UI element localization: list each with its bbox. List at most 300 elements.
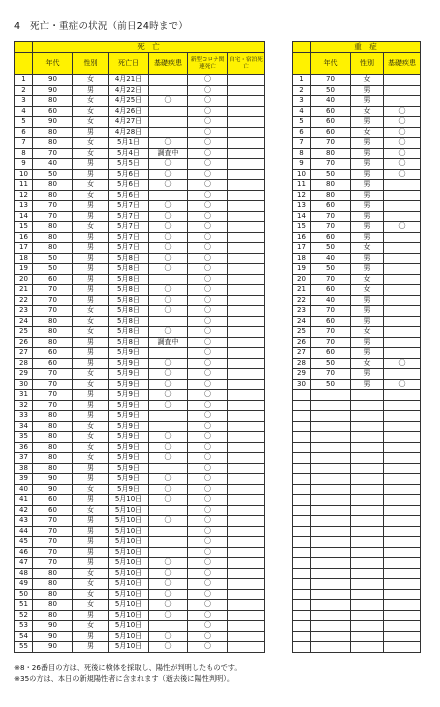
severe-row	[293, 495, 421, 506]
severe-row	[293, 621, 421, 632]
death-cell: 5月9日	[109, 369, 149, 380]
severe-cell	[384, 558, 421, 569]
death-cell	[228, 631, 265, 642]
severe-cell: 70	[311, 211, 351, 222]
severe-cell: 25	[293, 327, 311, 338]
death-cell: 〇	[188, 211, 228, 222]
death-cell: 4月22日	[109, 85, 149, 96]
death-cell	[149, 127, 188, 138]
severe-row	[293, 505, 421, 516]
death-cell: 5月9日	[109, 390, 149, 401]
severe-cell	[351, 589, 384, 600]
death-cell: 60	[33, 106, 73, 117]
severe-row	[293, 421, 421, 432]
death-cell: 女	[73, 106, 109, 117]
death-row	[15, 453, 265, 464]
death-row	[15, 106, 265, 117]
death-cell: 70	[33, 211, 73, 222]
severe-cell	[293, 642, 311, 653]
severe-cell: 14	[293, 211, 311, 222]
severe-row	[293, 285, 421, 296]
severe-cell	[293, 516, 311, 527]
death-cell: 〇	[149, 442, 188, 453]
severe-cell: 男	[351, 232, 384, 243]
death-cell: 4	[15, 106, 33, 117]
death-cell: 〇	[149, 180, 188, 191]
death-cell: 50	[33, 169, 73, 180]
death-cell: 3	[15, 96, 33, 107]
death-row	[15, 631, 265, 642]
death-cell	[149, 106, 188, 117]
severe-cell: 24	[293, 316, 311, 327]
death-cell: 5月8日	[109, 253, 149, 264]
death-cell	[228, 505, 265, 516]
severe-row	[293, 222, 421, 233]
death-cell: 女	[73, 568, 109, 579]
severe-cell: 70	[311, 159, 351, 170]
severe-row	[293, 369, 421, 380]
severe-cell	[384, 337, 421, 348]
death-cell: 90	[33, 85, 73, 96]
death-cell: 女	[73, 600, 109, 611]
severe-row	[293, 264, 421, 275]
death-cell: 男	[73, 243, 109, 254]
death-cell: 〇	[188, 400, 228, 411]
death-cell: 34	[15, 421, 33, 432]
severe-cell: 50	[311, 169, 351, 180]
death-cell: 60	[33, 274, 73, 285]
death-cell: 女	[73, 379, 109, 390]
severe-cell	[351, 390, 384, 401]
death-cell: 7	[15, 138, 33, 149]
death-row	[15, 379, 265, 390]
death-cell: 5月8日	[109, 316, 149, 327]
death-cell: 〇	[149, 295, 188, 306]
severe-row	[293, 274, 421, 285]
death-cell	[228, 201, 265, 212]
severe-row	[293, 117, 421, 128]
death-cell: 5月9日	[109, 379, 149, 390]
death-cell: 5月7日	[109, 222, 149, 233]
severe-cell: 男	[351, 117, 384, 128]
death-cell: 5月4日	[109, 148, 149, 159]
severe-cell: 〇	[384, 106, 421, 117]
death-cell: 〇	[149, 474, 188, 485]
death-cell	[228, 390, 265, 401]
severe-cell	[384, 631, 421, 642]
death-cell: 〇	[188, 222, 228, 233]
severe-row	[293, 537, 421, 548]
death-cell: 男	[73, 631, 109, 642]
severe-cell: 男	[351, 306, 384, 317]
severe-cell: 男	[351, 348, 384, 359]
severe-row	[293, 432, 421, 443]
severe-cell: 男	[351, 169, 384, 180]
death-cell	[149, 505, 188, 516]
death-cell: 女	[73, 75, 109, 86]
death-cell: 80	[33, 442, 73, 453]
death-row	[15, 421, 265, 432]
death-cell: 5月6日	[109, 169, 149, 180]
death-cell: 90	[33, 621, 73, 632]
death-cell: 〇	[149, 516, 188, 527]
death-row	[15, 243, 265, 254]
death-cell: 〇	[188, 442, 228, 453]
death-cell: 女	[73, 621, 109, 632]
death-cell: 13	[15, 201, 33, 212]
severe-row	[293, 327, 421, 338]
death-cell	[228, 327, 265, 338]
severe-cell: 70	[311, 306, 351, 317]
death-cell: 4月26日	[109, 106, 149, 117]
death-cell: 21	[15, 285, 33, 296]
death-cell: 〇	[188, 264, 228, 275]
death-cell: 男	[73, 85, 109, 96]
death-row	[15, 547, 265, 558]
death-cell: 4月25日	[109, 96, 149, 107]
severe-cell	[384, 453, 421, 464]
severe-cell	[311, 568, 351, 579]
severe-cell: 男	[351, 148, 384, 159]
death-cell: 5月8日	[109, 274, 149, 285]
death-cell: 5月10日	[109, 600, 149, 611]
severe-cell: 男	[351, 96, 384, 107]
death-row	[15, 537, 265, 548]
death-cell: 〇	[188, 201, 228, 212]
severe-cell	[293, 537, 311, 548]
severe-cell	[293, 432, 311, 443]
death-cell: 男	[73, 159, 109, 170]
severe-cell	[351, 463, 384, 474]
severe-cell	[293, 579, 311, 590]
severe-col-underlying: 基礎疾患	[384, 53, 421, 75]
death-cell: 80	[33, 190, 73, 201]
death-cell: 調査中	[149, 148, 188, 159]
severe-col-age: 年代	[311, 53, 351, 75]
severe-cell	[293, 495, 311, 506]
severe-row	[293, 390, 421, 401]
death-cell: 29	[15, 369, 33, 380]
severe-cell: 60	[311, 117, 351, 128]
death-cell: 16	[15, 232, 33, 243]
death-cell: 〇	[188, 642, 228, 653]
severe-cell	[351, 631, 384, 642]
death-cell: 〇	[188, 621, 228, 632]
death-cell	[228, 579, 265, 590]
severe-cell: 女	[351, 274, 384, 285]
severe-cell	[311, 547, 351, 558]
death-cell	[228, 537, 265, 548]
death-cell: 〇	[188, 253, 228, 264]
death-cell: 〇	[149, 484, 188, 495]
severe-cell	[351, 642, 384, 653]
severe-cell: 60	[311, 316, 351, 327]
death-row	[15, 232, 265, 243]
severe-cell: 40	[311, 253, 351, 264]
death-cell: 〇	[188, 138, 228, 149]
severe-cell	[384, 568, 421, 579]
severe-row	[293, 253, 421, 264]
death-cell: 調査中	[149, 337, 188, 348]
death-row	[15, 253, 265, 264]
death-cell: 〇	[188, 600, 228, 611]
death-cell	[228, 106, 265, 117]
death-row	[15, 327, 265, 338]
severe-row	[293, 526, 421, 537]
death-cell: 80	[33, 316, 73, 327]
death-cell: 〇	[149, 232, 188, 243]
death-cell: 女	[73, 442, 109, 453]
severe-cell: 50	[311, 358, 351, 369]
death-cell: 〇	[188, 537, 228, 548]
death-cell: 80	[33, 243, 73, 254]
death-row	[15, 579, 265, 590]
severe-cell	[311, 400, 351, 411]
death-cell: 5月9日	[109, 421, 149, 432]
death-row	[15, 621, 265, 632]
severe-cell: 27	[293, 348, 311, 359]
severe-cell	[311, 600, 351, 611]
death-cell: 〇	[149, 558, 188, 569]
death-row	[15, 369, 265, 380]
death-cell: 〇	[149, 579, 188, 590]
severe-row	[293, 642, 421, 653]
death-cell: 45	[15, 537, 33, 548]
death-cell: 男	[73, 337, 109, 348]
severe-row	[293, 610, 421, 621]
death-cell: 90	[33, 631, 73, 642]
death-cell	[149, 190, 188, 201]
death-cell: 〇	[149, 327, 188, 338]
death-cell	[228, 285, 265, 296]
death-cell: 〇	[188, 295, 228, 306]
death-cell: 5月9日	[109, 348, 149, 359]
severe-cell	[311, 463, 351, 474]
death-cell	[149, 117, 188, 128]
severe-row	[293, 243, 421, 254]
death-cell	[228, 232, 265, 243]
death-cell: 男	[73, 232, 109, 243]
severe-cell	[351, 442, 384, 453]
death-cell	[228, 264, 265, 275]
death-cell: 5月10日	[109, 631, 149, 642]
severe-cell	[384, 180, 421, 191]
death-cell: 5月7日	[109, 232, 149, 243]
death-cell: 5月10日	[109, 537, 149, 548]
death-cell: 5月6日	[109, 190, 149, 201]
severe-cell: 女	[351, 106, 384, 117]
severe-cell	[384, 85, 421, 96]
death-cell	[149, 621, 188, 632]
death-cell: 〇	[149, 589, 188, 600]
severe-cell	[311, 442, 351, 453]
severe-cell	[384, 232, 421, 243]
severe-cell: 11	[293, 180, 311, 191]
death-cell: 80	[33, 127, 73, 138]
death-cell: 男	[73, 642, 109, 653]
death-cell: 〇	[149, 285, 188, 296]
death-cell: 〇	[149, 138, 188, 149]
death-cell: 男	[73, 169, 109, 180]
death-cell: 〇	[188, 474, 228, 485]
death-cell: 〇	[149, 358, 188, 369]
severe-cell	[351, 526, 384, 537]
death-cell: 17	[15, 243, 33, 254]
severe-row	[293, 568, 421, 579]
death-cell	[228, 621, 265, 632]
death-cell	[228, 642, 265, 653]
severe-cell: 50	[311, 85, 351, 96]
severe-cell	[351, 495, 384, 506]
severe-cell: 60	[311, 106, 351, 117]
death-cell: 〇	[188, 516, 228, 527]
death-cell	[228, 589, 265, 600]
death-cell: 5月10日	[109, 558, 149, 569]
severe-cell	[293, 442, 311, 453]
severe-cell: 3	[293, 96, 311, 107]
death-cell: 〇	[149, 568, 188, 579]
severe-cell	[384, 75, 421, 86]
death-cell	[228, 526, 265, 537]
death-cell: 60	[33, 348, 73, 359]
death-cell: 8	[15, 148, 33, 159]
death-cell: 〇	[149, 96, 188, 107]
death-cell: 5月8日	[109, 306, 149, 317]
death-cell: 4月27日	[109, 117, 149, 128]
death-cell: 25	[15, 327, 33, 338]
death-cell: 70	[33, 547, 73, 558]
severe-cell: 80	[311, 190, 351, 201]
death-cell: 70	[33, 390, 73, 401]
severe-cell	[293, 631, 311, 642]
death-cell: 60	[33, 495, 73, 506]
death-cell: 80	[33, 610, 73, 621]
death-row	[15, 306, 265, 317]
death-cell	[149, 75, 188, 86]
death-cell: 〇	[188, 358, 228, 369]
death-group-header: 死 亡	[33, 42, 265, 53]
death-cell: 女	[73, 138, 109, 149]
death-cell: 〇	[188, 169, 228, 180]
death-cell: 80	[33, 232, 73, 243]
death-cell: 〇	[188, 610, 228, 621]
severe-row	[293, 484, 421, 495]
death-cell: 〇	[149, 201, 188, 212]
death-cell: 37	[15, 453, 33, 464]
severe-cell: 70	[311, 138, 351, 149]
severe-cell: 〇	[384, 159, 421, 170]
severe-cell: 26	[293, 337, 311, 348]
death-cell: 5月5日	[109, 159, 149, 170]
severe-cell: 60	[311, 348, 351, 359]
death-cell	[149, 316, 188, 327]
death-table	[14, 41, 265, 653]
severe-row	[293, 600, 421, 611]
death-cell: 80	[33, 411, 73, 422]
death-cell: 32	[15, 400, 33, 411]
death-cell: 54	[15, 631, 33, 642]
severe-cell: 40	[311, 96, 351, 107]
death-cell: 〇	[188, 117, 228, 128]
death-cell: 90	[33, 642, 73, 653]
death-col-underlying: 基礎疾患	[149, 53, 188, 75]
death-cell: 80	[33, 453, 73, 464]
severe-cell	[351, 621, 384, 632]
severe-cell	[293, 411, 311, 422]
death-cell: 5月10日	[109, 495, 149, 506]
death-cell: 〇	[188, 316, 228, 327]
severe-no-header	[293, 53, 311, 75]
death-cell: 男	[73, 495, 109, 506]
severe-cell	[384, 537, 421, 548]
severe-cell	[311, 432, 351, 443]
death-cell: 31	[15, 390, 33, 401]
severe-cell	[384, 201, 421, 212]
severe-cell: 50	[311, 379, 351, 390]
severe-cell	[384, 327, 421, 338]
death-cell	[228, 316, 265, 327]
severe-cell	[293, 568, 311, 579]
severe-cell: 50	[311, 243, 351, 254]
death-cell: 〇	[188, 495, 228, 506]
death-cell: 5月9日	[109, 411, 149, 422]
severe-cell: 17	[293, 243, 311, 254]
death-cell: 〇	[188, 463, 228, 474]
severe-cell: 〇	[384, 222, 421, 233]
severe-cell	[384, 306, 421, 317]
severe-row	[293, 474, 421, 485]
death-cell: 〇	[188, 337, 228, 348]
severe-cell	[311, 505, 351, 516]
death-cell: 5月10日	[109, 621, 149, 632]
severe-cell: 〇	[384, 358, 421, 369]
death-cell: 男	[73, 274, 109, 285]
death-cell: 男	[73, 253, 109, 264]
death-cell: 男	[73, 127, 109, 138]
death-cell: 男	[73, 547, 109, 558]
severe-row	[293, 180, 421, 191]
death-row	[15, 274, 265, 285]
severe-cell	[311, 421, 351, 432]
death-cell: 女	[73, 316, 109, 327]
death-row	[15, 180, 265, 191]
death-row	[15, 190, 265, 201]
death-cell: 80	[33, 600, 73, 611]
death-cell: 18	[15, 253, 33, 264]
death-cell: 80	[33, 568, 73, 579]
death-cell: 女	[73, 327, 109, 338]
severe-cell: 15	[293, 222, 311, 233]
severe-row	[293, 589, 421, 600]
death-row	[15, 211, 265, 222]
death-cell: 80	[33, 180, 73, 191]
death-cell: 15	[15, 222, 33, 233]
death-cell: 〇	[149, 211, 188, 222]
severe-cell	[293, 600, 311, 611]
severe-row	[293, 516, 421, 527]
death-cell: 〇	[188, 432, 228, 443]
death-cell: 〇	[149, 306, 188, 317]
severe-row	[293, 316, 421, 327]
severe-row	[293, 75, 421, 86]
severe-cell: 男	[351, 138, 384, 149]
severe-cell: 女	[351, 285, 384, 296]
severe-cell: 80	[311, 180, 351, 191]
severe-cell	[384, 316, 421, 327]
death-cell: 男	[73, 211, 109, 222]
death-row	[15, 316, 265, 327]
severe-cell: 70	[311, 75, 351, 86]
